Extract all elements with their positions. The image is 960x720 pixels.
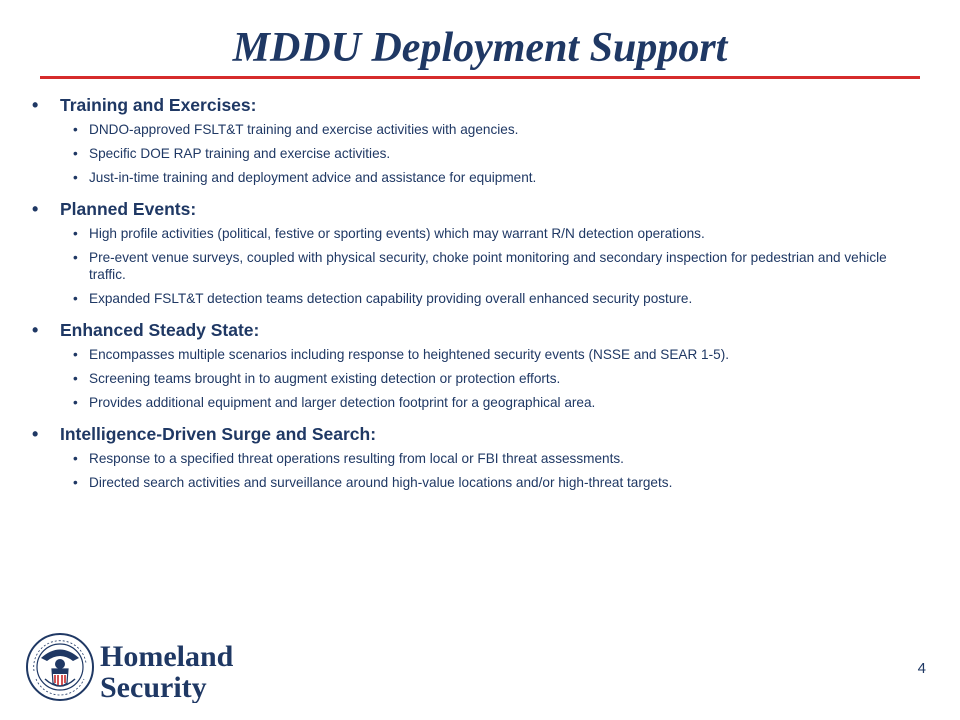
bullet-icon: • — [73, 170, 78, 185]
section-enhanced-steady-state — [32, 318, 912, 411]
section-heading — [32, 93, 912, 117]
section-heading-text: Training and Exercises: — [60, 95, 257, 115]
list-item-text: Specific DOE RAP training and exercise activities. — [89, 146, 391, 161]
slide-title: MDDU Deployment Support — [232, 25, 728, 71]
bullet-icon: • — [32, 424, 39, 444]
section-heading — [32, 197, 912, 221]
slide-content — [32, 93, 912, 502]
bullet-icon: • — [32, 95, 39, 115]
bullet-icon: • — [73, 226, 78, 241]
list-item — [32, 474, 912, 491]
bullet-icon: • — [73, 347, 78, 362]
bullet-icon: • — [73, 395, 78, 410]
list-item-text: DNDO-approved FSLT&T training and exercise activities with agencies. — [89, 122, 519, 137]
list-item — [32, 370, 912, 387]
list-item — [32, 450, 912, 467]
page-number: 4 — [917, 660, 926, 677]
bullet-icon: • — [32, 320, 39, 340]
section-heading — [32, 318, 912, 342]
section-training — [32, 93, 912, 186]
section-planned-events — [32, 197, 912, 307]
bullet-icon: • — [73, 122, 78, 137]
list-item — [32, 346, 912, 363]
list-item-text: Response to a specified threat operations resulting from local or FBI threat assessments. — [89, 451, 624, 466]
bullet-icon: • — [73, 146, 78, 161]
section-intelligence-surge — [32, 422, 912, 491]
list-item-text: Screening teams brought in to augment existing detection or protection efforts. — [89, 371, 561, 386]
list-item — [32, 225, 912, 242]
logo-text-security: Security — [100, 671, 207, 703]
list-item-text: High profile activities (political, festive or sporting events) which may warrant R/N detection operations. — [89, 226, 705, 241]
list-item-text: Directed search activities and surveillance around high-value locations and/or high-threat targets. — [89, 475, 673, 490]
logo-text-homeland: Homeland — [100, 640, 234, 673]
dhs-logo — [24, 631, 264, 703]
section-heading-text: Intelligence-Driven Surge and Search: — [60, 424, 377, 444]
list-item — [32, 145, 912, 162]
dhs-seal-icon — [27, 634, 93, 700]
list-item-text: Pre-event venue surveys, coupled with physical security, choke point monitoring and secondary inspection for pedestrian and vehicle traffic. — [89, 250, 887, 282]
bullet-icon: • — [73, 371, 78, 386]
list-item — [32, 290, 912, 307]
list-item — [32, 121, 912, 138]
list-item — [32, 249, 912, 283]
title-divider — [40, 76, 920, 79]
list-item — [32, 394, 912, 411]
list-item-text: Encompasses multiple scenarios including response to heightened security events (NSSE and SEAR 1-5). — [89, 347, 729, 362]
section-heading-text: Planned Events: — [60, 199, 197, 219]
bullet-icon: • — [73, 250, 78, 265]
list-item-text: Expanded FSLT&T detection teams detection capability providing overall enhanced security posture. — [89, 291, 693, 306]
section-heading — [32, 422, 912, 446]
bullet-icon: • — [73, 475, 78, 490]
list-item-text: Just-in-time training and deployment advice and assistance for equipment. — [89, 170, 537, 185]
bullet-icon: • — [73, 451, 78, 466]
section-heading-text: Enhanced Steady State: — [60, 320, 260, 340]
bullet-icon: • — [73, 291, 78, 306]
list-item-text: Provides additional equipment and larger detection footprint for a geographical area. — [89, 395, 596, 410]
bullet-icon: • — [32, 199, 39, 219]
list-item — [32, 169, 912, 186]
